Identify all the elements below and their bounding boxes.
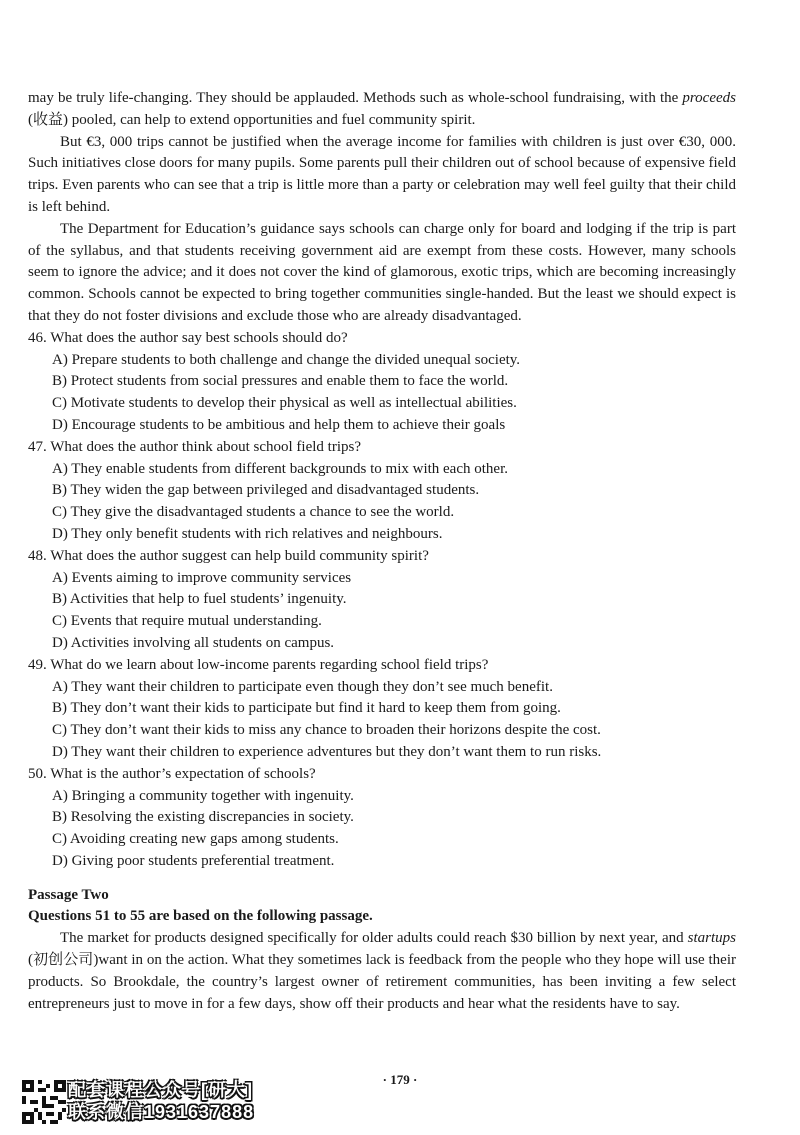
- option-c: C) They give the disadvantaged students a chance to see the world.: [52, 504, 455, 521]
- option-b: B) Resolving the existing discrepancies in society.: [52, 809, 354, 826]
- option-a: A) They want their children to participate even though they don’t see much benefit.: [52, 678, 553, 695]
- passage-one-paragraph-1: may be truly life-changing. They should be applauded. Methods such as whole-school fundraising, with the proceeds (收益) pooled, can help to extend opportunities and fuel community spirit.: [28, 90, 736, 128]
- question-50: [28, 764, 736, 873]
- promo-line-1: 配套课程公众号[研大]: [68, 1080, 253, 1100]
- question-stem: 48. What does the author suggest can help build community spirit?: [28, 547, 429, 564]
- question-stem: 50. What is the author’s expectation of schools?: [28, 765, 316, 782]
- promo-line-2: 联系微信1931637888: [68, 1102, 255, 1122]
- option-b: B) They widen the gap between privileged and disadvantaged students.: [52, 482, 480, 499]
- option-a: A) Bringing a community together with ingenuity.: [52, 787, 354, 804]
- gloss-proceeds: (收益): [28, 111, 68, 128]
- section-heading: Passage Two: [28, 886, 109, 903]
- option-d: D) Activities involving all students on campus.: [52, 634, 335, 651]
- question-48: [28, 546, 736, 655]
- question-stem: 47. What does the author think about school field trips?: [28, 438, 361, 455]
- passage-one-paragraph-3: The Department for Education’s guidance says schools can charge only for board and lodging if the trip is part of the syllabus, and that students receiving government aid are exempt from these costs. However, many schools seem to ignore the advice; and it does not cover the kind of glamorous, exotic trips, which are becoming increasingly common. Schools cannot be expected to bring together communities single-handed. But the least we should expect is that they do not foster divisions and exclude those who are already disadvantaged.: [28, 220, 736, 324]
- option-a: A) Prepare students to both challenge and change the divided unequal society.: [52, 351, 521, 368]
- question-stem: 49. What do we learn about low-income parents regarding school field trips?: [28, 656, 489, 673]
- term-proceeds: proceeds: [682, 90, 736, 106]
- option-a: A) Events aiming to improve community services: [52, 569, 352, 586]
- passage-one-paragraph-2: But €3, 000 trips cannot be justified when the average income for families with children is just over €30, 000. Such initiatives close doors for many pupils. Some parents pull their children out of school because of expensive field trips. Even parents who can see that a trip is little more than a party or celebration may well feel guilty that their child is left behind.: [28, 133, 736, 215]
- passage-two-paragraph-1: The market for products designed specifically for older adults could reach $30 billion by next year, and startups (初创公司)want in on the action. What they sometimes lack is feedback from the people who they hope will use their products. So Brookdale, the country’s largest owner of retirement communities, has been inviting a few select entrepreneurs just to move in for a few days, show off their products and hear what the residents have to say.: [28, 930, 736, 1012]
- gloss-startups: (初创公司): [28, 952, 99, 969]
- option-d: D) They want their children to experience adventures but they don’t want them to run risks.: [52, 743, 602, 760]
- option-d: D) Giving poor students preferential treatment.: [52, 852, 335, 869]
- option-c: C) Events that require mutual understanding.: [52, 613, 322, 630]
- option-d: D) Encourage students to be ambitious and help them to achieve their goals: [52, 416, 506, 433]
- page-content: [28, 88, 736, 1015]
- question-stem: 46. What does the author say best schools should do?: [28, 329, 348, 346]
- qr-code-icon: [22, 1080, 66, 1124]
- question-46: [28, 328, 736, 437]
- page-number: · 179 ·: [382, 1072, 418, 1087]
- section-subheading: Questions 51 to 55 are based on the following passage.: [28, 908, 373, 925]
- option-b: B) Activities that help to fuel students’ ingenuity.: [52, 591, 347, 608]
- option-c: C) Motivate students to develop their physical as well as intellectual abilities.: [52, 395, 517, 412]
- option-c: C) They don’t want their kids to miss any chance to broaden their horizons despite the cost.: [52, 722, 601, 739]
- option-b: B) Protect students from social pressures and enable them to face the world.: [52, 373, 509, 390]
- term-startups: startups: [687, 930, 736, 947]
- option-b: B) They don’t want their kids to participate but find it hard to keep them from going.: [52, 700, 561, 717]
- question-49: [28, 655, 736, 764]
- question-47: [28, 437, 736, 546]
- promo-watermark: [68, 1079, 254, 1123]
- option-c: C) Avoiding creating new gaps among students.: [52, 831, 339, 848]
- option-a: A) They enable students from different backgrounds to mix with each other.: [52, 460, 508, 477]
- option-d: D) They only benefit students with rich relatives and neighbours.: [52, 525, 443, 542]
